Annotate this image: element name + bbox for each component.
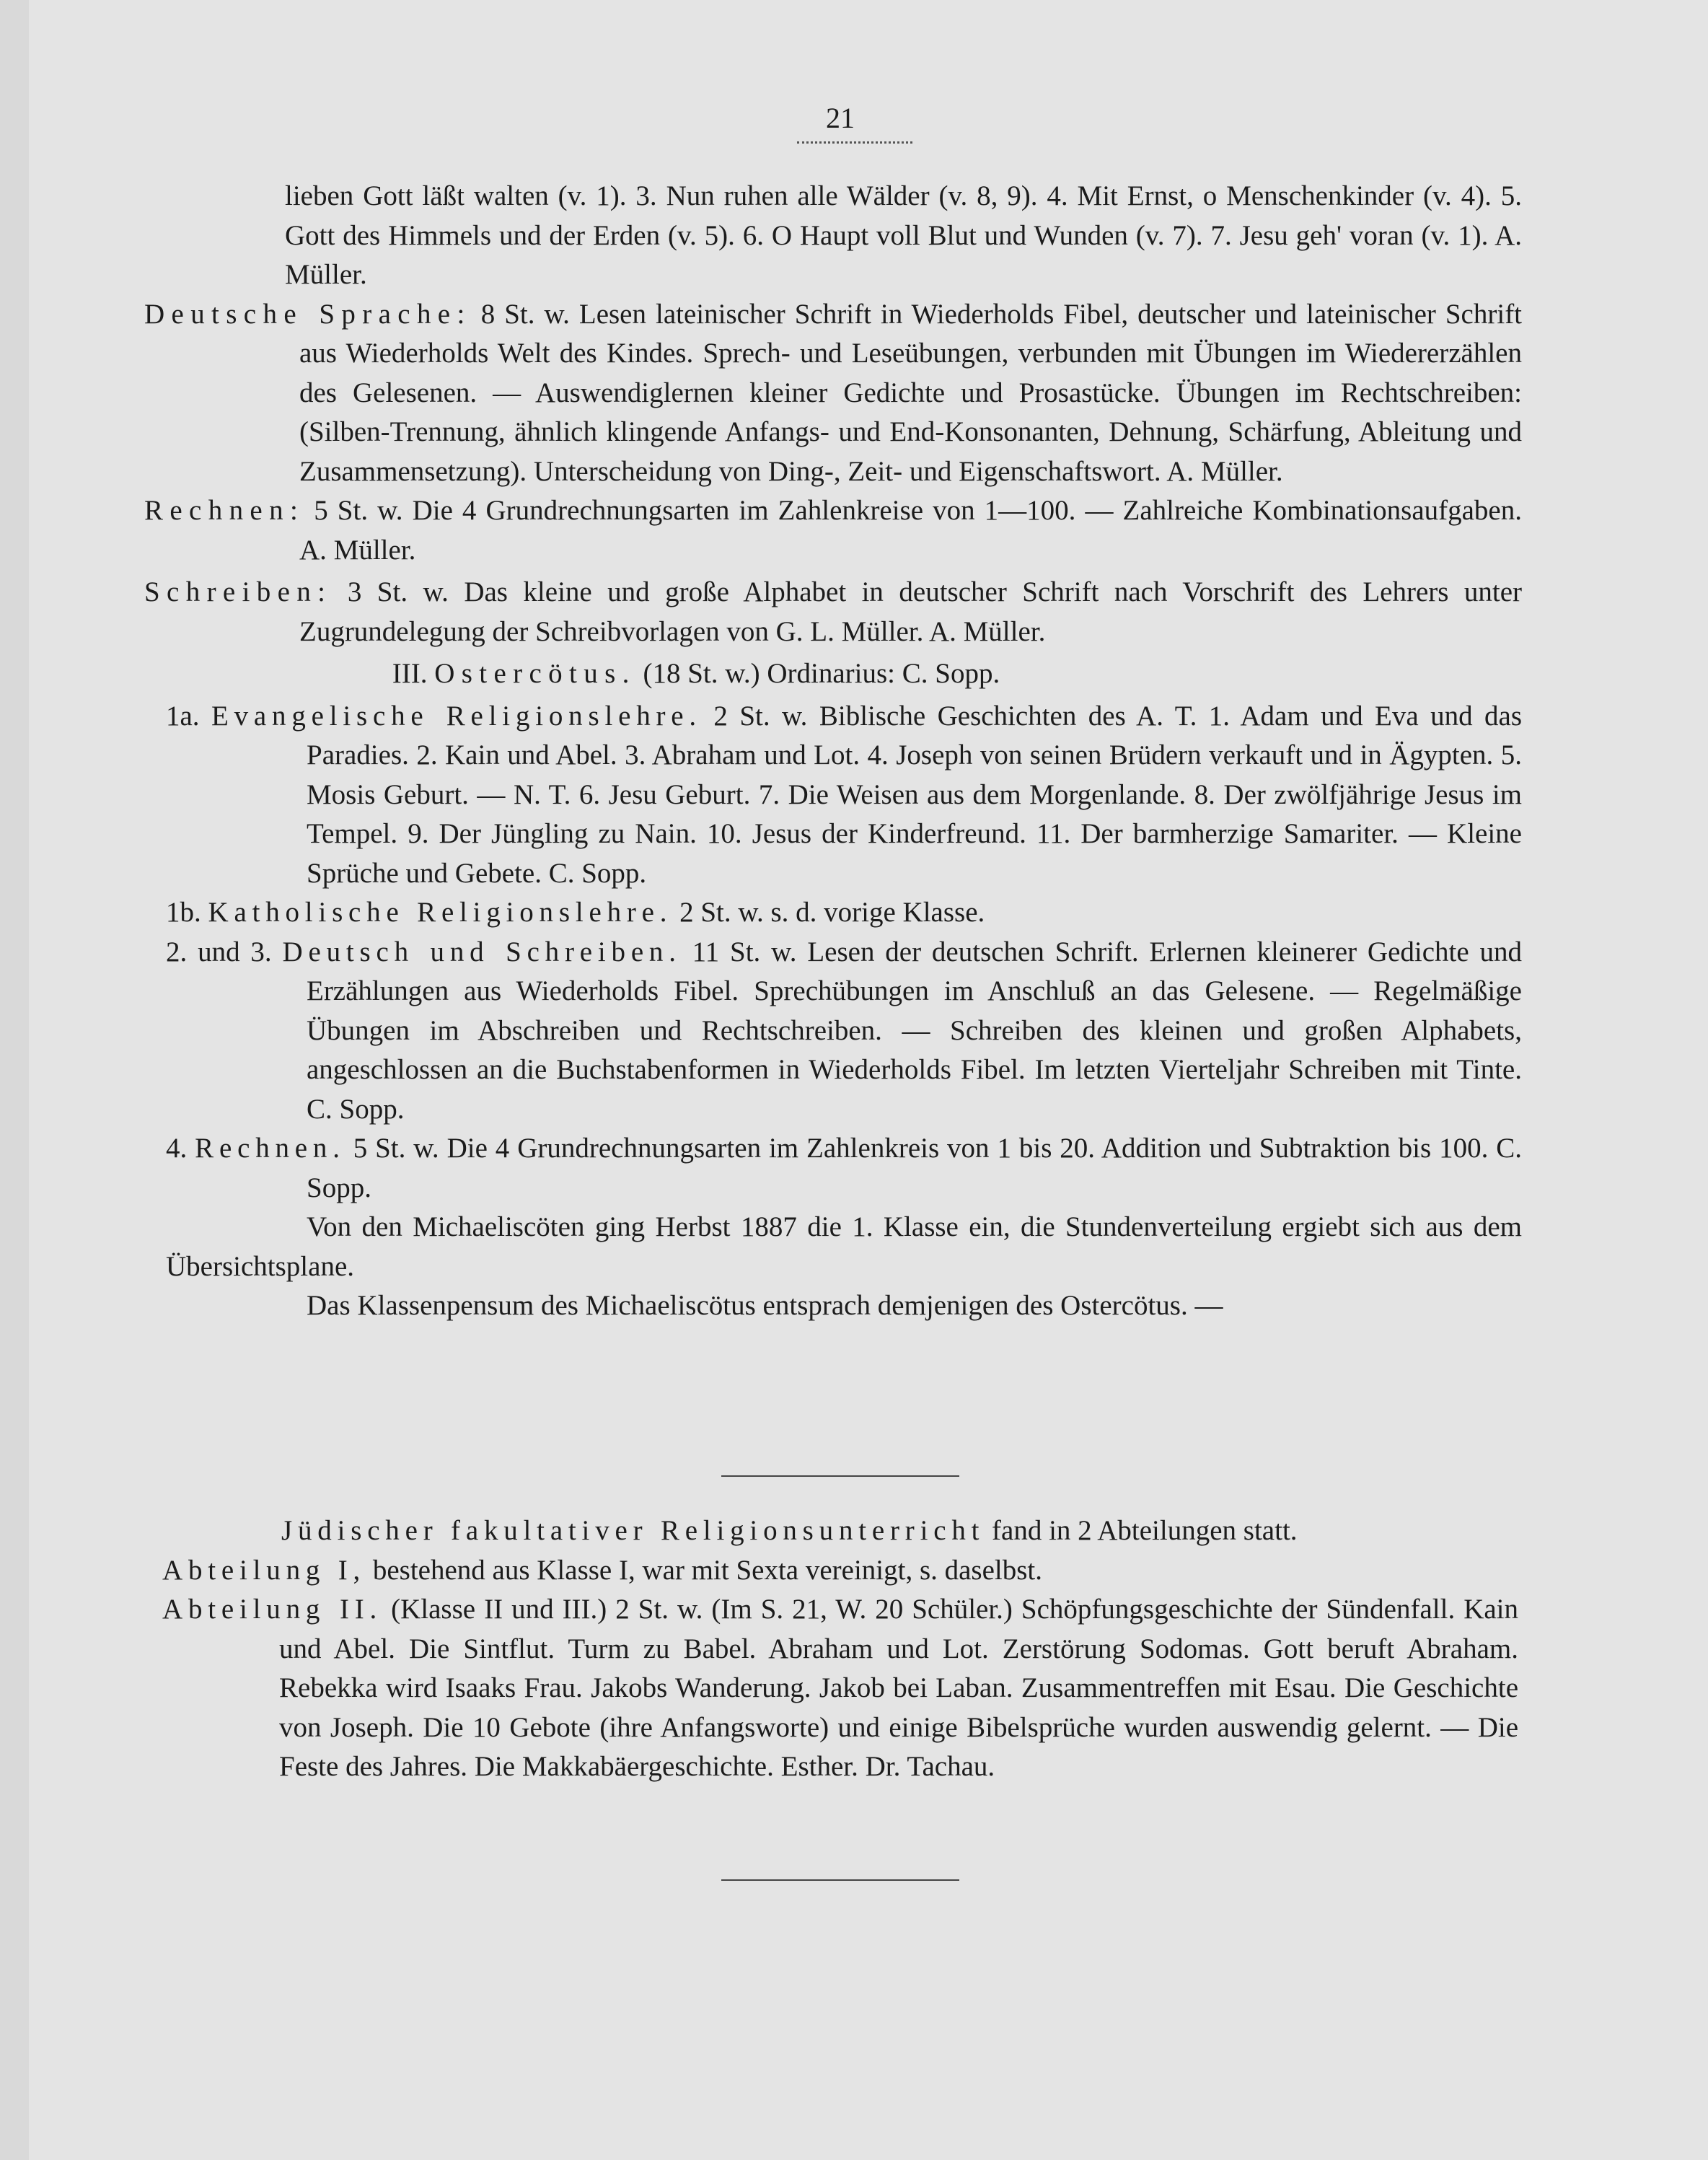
end-divider-rule — [721, 1879, 959, 1881]
religion-continuation: lieben Gott läßt walten (v. 1). 3. Nun ruhen alle Wälder (v. 8, 9). 4. Mit Ernst, o Menschenkinder (v. 4). 5. Gott des Himmels und der Erden (v. 5). 6. O Haupt voll Blut und Wunden (v. 7). 7. Jesu geh' voran (v. 1). A. Müller. — [285, 180, 1522, 290]
abteilung-i-entry — [162, 1551, 1518, 1591]
item-4-label: Rechnen. — [195, 1133, 345, 1164]
rechnen-label: Rechnen: — [144, 495, 305, 526]
item-2-3-number: 2. und 3. — [166, 936, 272, 967]
scan-edge — [0, 0, 29, 2160]
rechnen-entry — [144, 491, 1522, 570]
deutsche-sprache-label: Deutsche Sprache: — [144, 298, 472, 330]
item-1b-text: 2 St. w. s. d. vorige Klasse. — [679, 897, 985, 928]
abteilung-i-label: Abteilung I, — [162, 1554, 366, 1586]
item-2-3-label: Deutsch und Schreiben. — [282, 936, 682, 967]
item-4-text: 5 St. w. Die 4 Grundrechnungsarten im Zahlenkreis von 1 bis 20. Addition und Subtraktion bis 100. C. Sopp. — [307, 1133, 1523, 1203]
katholische-religion-entry — [166, 893, 1522, 933]
rechnen-text: 5 St. w. Die 4 Grundrechnungsarten im Zahlenkreise von 1—100. — Zahlreiche Kombinationsaufgaben. A. Müller. — [299, 495, 1522, 566]
abteilung-ii-entry — [162, 1590, 1518, 1787]
michaelis-paragraph-2: Das Klassenpensum des Michaeliscötus entsprach demjenigen des Ostercötus. — — [307, 1290, 1223, 1321]
upper-text-block — [144, 177, 1522, 1326]
class-heading-roman: III. — [392, 658, 428, 689]
juedisch-label: Jüdischer fakultativer Religionsunterricht — [281, 1515, 985, 1546]
item-1a-text: 2 St. w. Biblische Geschichten des A. T. 1. Adam und Eva und das Paradies. 2. Kain und Abel. 3. Abraham und Lot. 4. Joseph von seinen Brüdern verkauft und in Ägypten. 5. Mosis Geburt. — N. T. 6. Jesu Geburt. 7. Die Weisen aus dem Morgenlande. 8. Der zwölfjährige Jesus im Tempel. 9. Der Jüngling zu Nain. 10. Jesus der Kinderfreund. 11. Der barmherzige Samariter. — Kleine Sprüche und Gebete. C. Sopp. — [307, 700, 1523, 889]
item-1a-label: Evangelische Religionslehre. — [211, 700, 702, 732]
juedischer-unterricht — [162, 1511, 1518, 1551]
page-number: 21 — [826, 102, 855, 134]
section-divider-rule — [721, 1475, 959, 1477]
abteilung-ii-text: (Klasse II und III.) 2 St. w. (Im S. 21, W. 20 Schüler.) Schöpfungsgeschichte der Sündenfall. Kain und Abel. Die Sintflut. Turm zu Babel. Abraham und Lot. Zerstörung Sodomas. Gott beruft Abraham. Rebekka wird Isaaks Frau. Jakobs Wanderung. Jakob bei Laban. Zusammentreffen mit Esau. Die Geschichte von Joseph. Die 10 Gebote (ihre Anfangsworte) und einige Bibelsprüche wurden auswendig gelernt. — Die Feste des Jahres. Die Makkabäergeschichte. Esther. Dr. Tachau. — [279, 1594, 1519, 1782]
abteilung-ii-label: Abteilung II. — [162, 1594, 383, 1625]
item-2-3-text: 11 St. w. Lesen der deutschen Schrift. Erlernen kleinerer Gedichte und Erzählungen aus Wiederholds Fibel. Sprechübungen im Anschluß an das Gelesene. — Regelmäßige Übungen im Abschreiben und Rechtschreiben. — Schreiben des kleinen und großen Alphabets, angeschlossen an die Buchstabenformen in Wiederholds Fibel. Im letzten Vierteljahr Schreiben mit Tinte. C. Sopp. — [307, 936, 1523, 1125]
schreiben-text: 3 St. w. Das kleine und große Alphabet in deutscher Schrift nach Vorschrift des Lehrers unter Zugrundelegung der Schreibvorlagen von G. L. Müller. A. Müller. — [299, 576, 1523, 647]
item-4-number: 4. — [166, 1133, 188, 1164]
rechnen-iii-entry — [166, 1129, 1522, 1208]
item-1b-number: 1b. — [166, 897, 201, 928]
evangelische-religion-entry — [166, 697, 1522, 894]
abteilung-i-text: bestehend aus Klasse I, war mit Sexta vereinigt, s. daselbst. — [372, 1554, 1043, 1586]
page-number-rule — [797, 141, 912, 144]
michaelis-paragraph-1: Von den Michaeliscöten ging Herbst 1887 die 1. Klasse ein, die Stundenverteilung ergiebt sich aus dem Übersichtsplane. — [166, 1211, 1522, 1282]
item-1a-number: 1a. — [166, 700, 200, 732]
schreiben-entry — [144, 573, 1522, 651]
class-heading — [144, 654, 1522, 694]
item-1b-label: Katholische Religionslehre. — [208, 897, 673, 928]
class-heading-name: Ostercötus. — [434, 658, 636, 689]
juedisch-text: fand in 2 Abteilungen statt. — [992, 1515, 1298, 1546]
class-heading-rest: (18 St. w.) Ordinarius: C. Sopp. — [643, 658, 1000, 689]
schreiben-label: Schreiben: — [144, 576, 333, 607]
deutsch-schreiben-entry — [166, 933, 1522, 1130]
deutsche-sprache-entry — [144, 295, 1522, 492]
deutsche-sprache-text: 8 St. w. Lesen lateinischer Schrift in Wiederholds Fibel, deutscher und lateinischer Schrift aus Wiederholds Welt des Kindes. Sprech- und Leseübungen, verbunden mit Übungen im Wiedererzählen des Gelesenen. — Auswendiglernen kleiner Gedichte und Prosastücke. Übungen im Rechtschreiben: (Silben-Trennung, ähnlich klingende Anfangs- und End-Konsonanten, Dehnung, Schärfung, Ableitung und Zusammensetzung). Unterscheidung von Ding-, Zeit- und Eigenschaftswort. A. Müller. — [299, 298, 1523, 487]
lower-text-block — [162, 1511, 1518, 1787]
